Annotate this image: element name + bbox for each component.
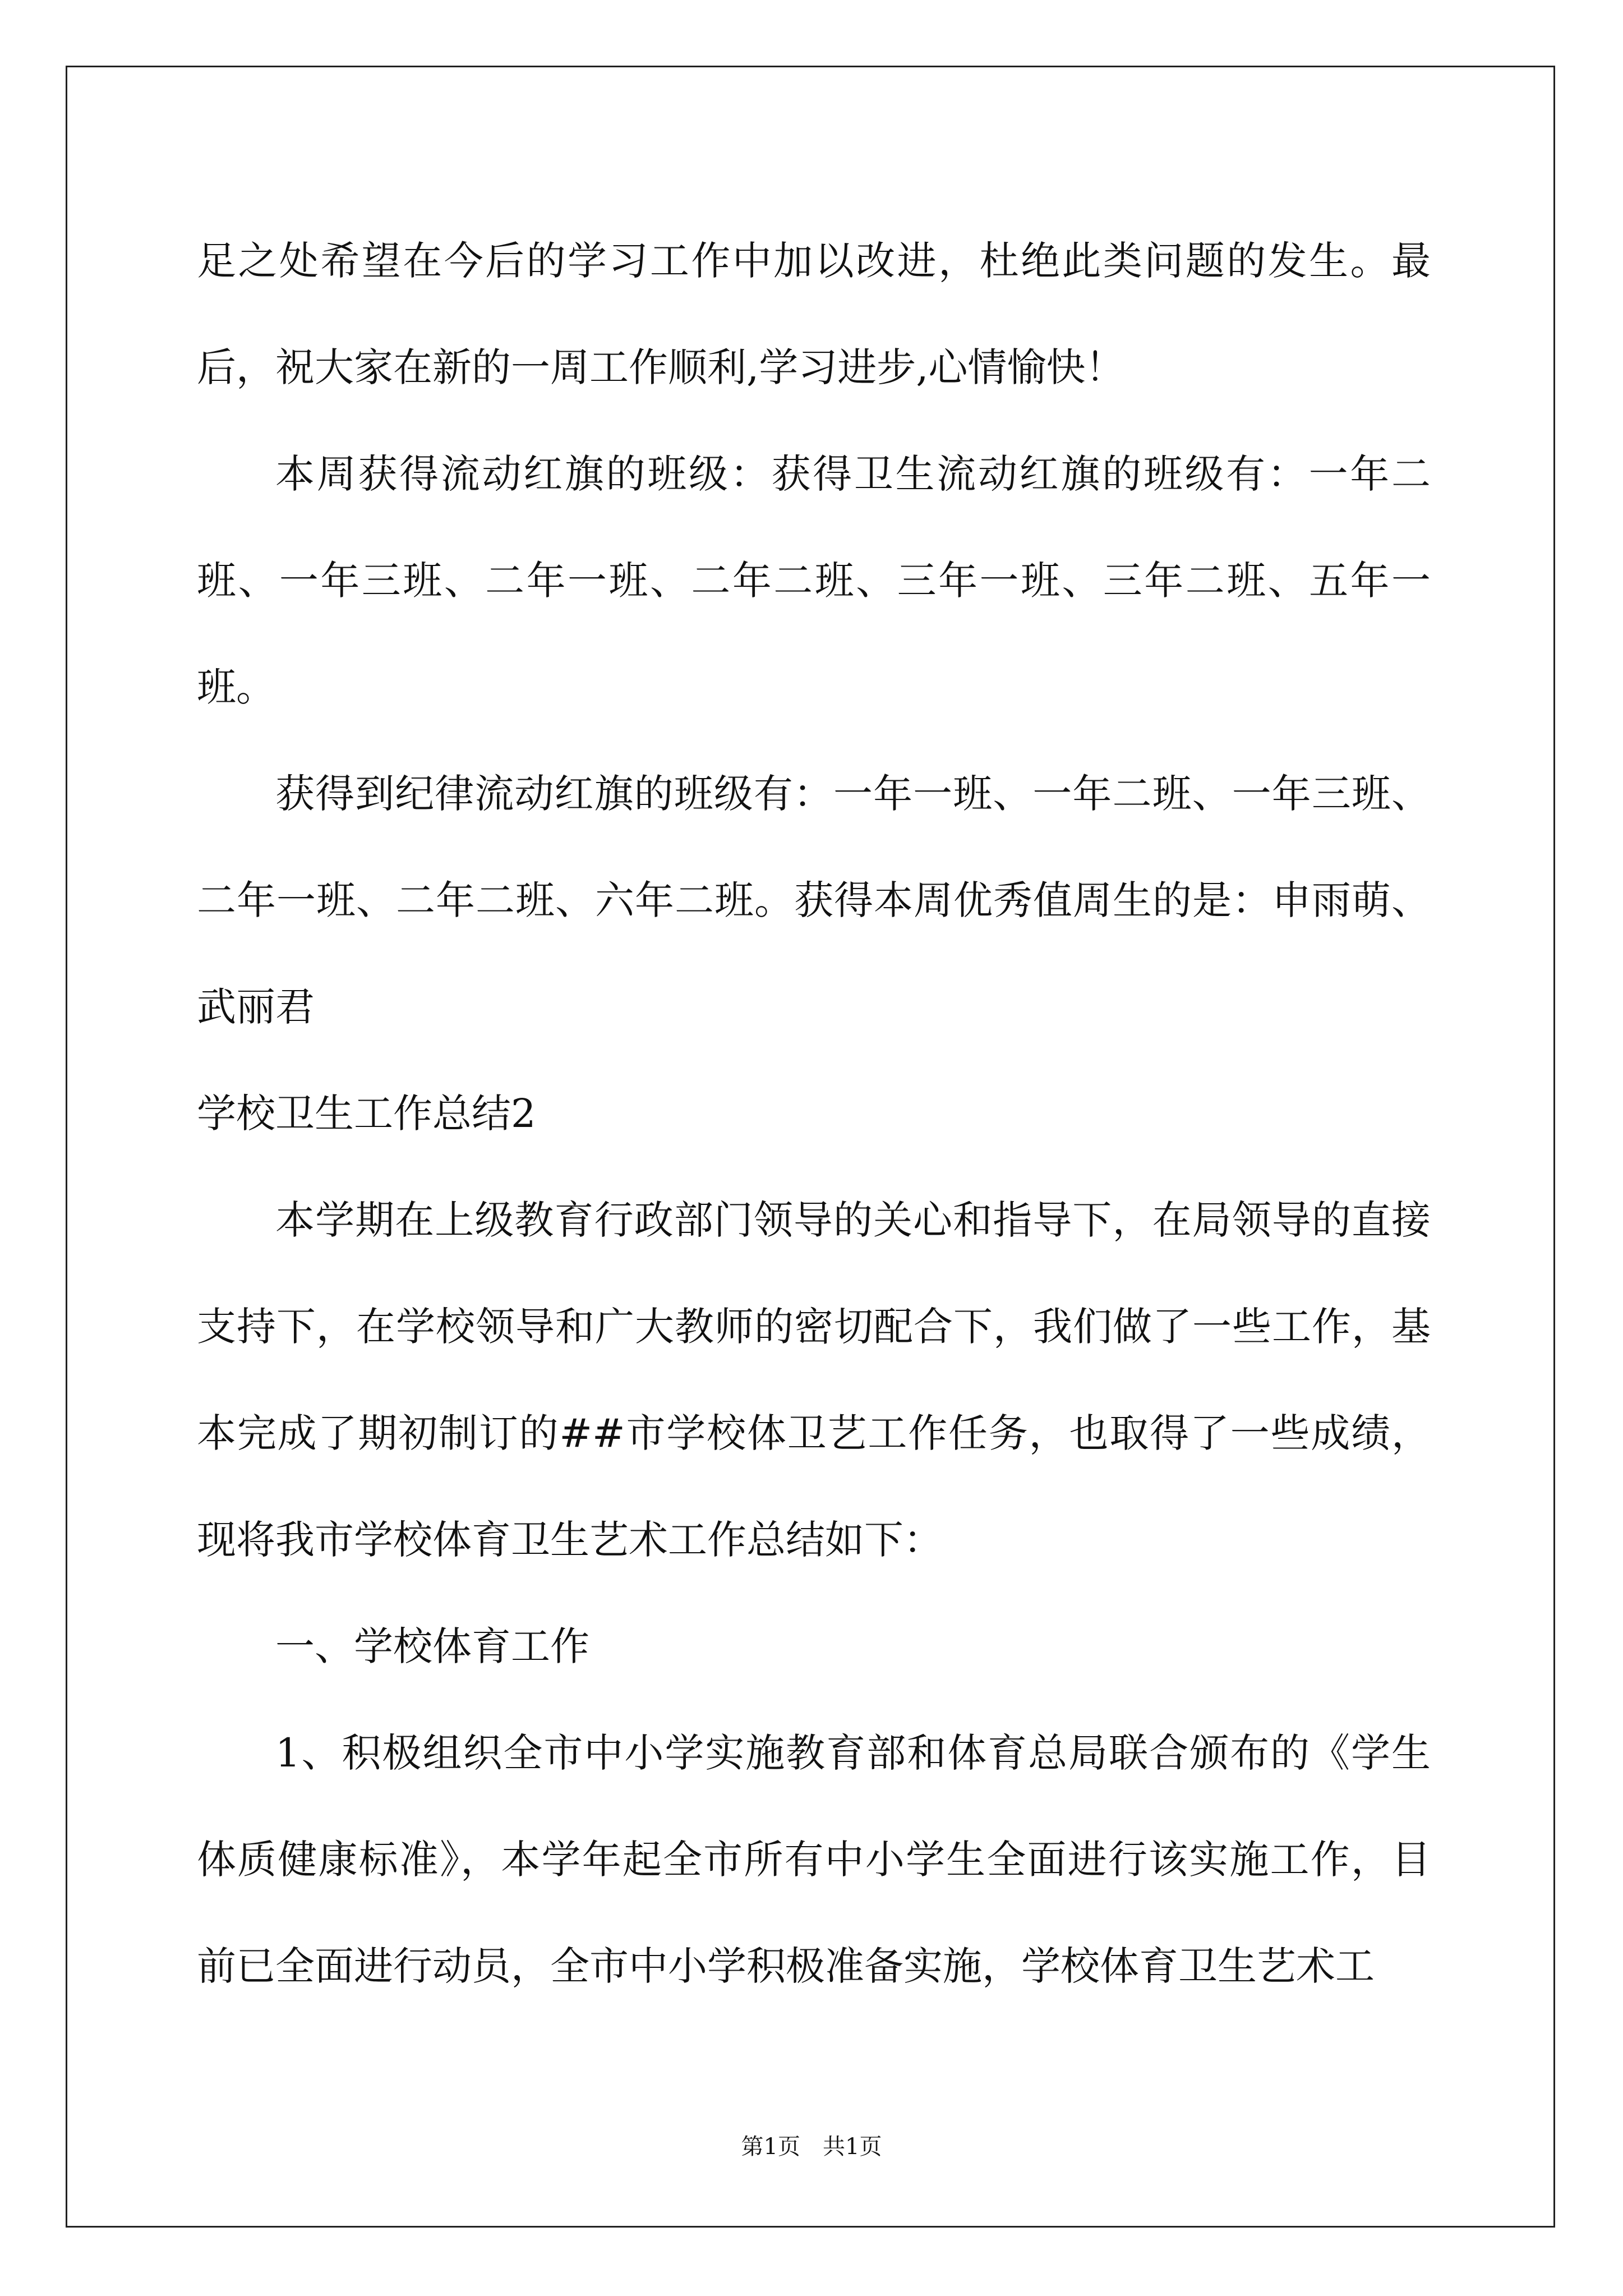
paragraph: 足之处希望在今后的学习工作中加以改进，杜绝此类问题的发生。最后，祝大家在新的一周工作顺利,学习进步,心情愉快！ — [197, 238, 1431, 390]
document-body — [197, 208, 1431, 2019]
paragraph: 获得到纪律流动红旗的班级有：一年一班、一年二班、一年三班、二年一班、二年二班、六年二班。获得本周优秀值周生的是：申雨萌、武丽君 — [197, 771, 1431, 1030]
paragraph: 1、积极组织全市中小学实施教育部和体育总局联合颁布的《学生体质健康标准》，本学年起全市所有中小学生全面进行该实施工作，目前已全面进行动员，全市中小学积极准备实施，学校体育卫生艺术工 — [197, 1730, 1431, 1989]
paragraph: 本学期在上级教育行政部门领导的关心和指导下，在局领导的直接支持下，在学校领导和广大教师的密切配合下，我们做了一些工作，基本完成了期初制订的##市学校体卫艺工作任务，也取得了一些成绩，现将我市学校体育卫生艺术工作总结如下： — [197, 1197, 1431, 1563]
paragraph: 本周获得流动红旗的班级：获得卫生流动红旗的班级有：一年二班、一年三班、二年一班、二年二班、三年一班、三年二班、五年一班。 — [197, 451, 1431, 710]
section-title: 学校卫生工作总结2 — [197, 1091, 536, 1137]
page-footer: 第1页 共1页 — [741, 2134, 882, 2160]
section-heading: 一、学校体育工作 — [275, 1623, 589, 1669]
